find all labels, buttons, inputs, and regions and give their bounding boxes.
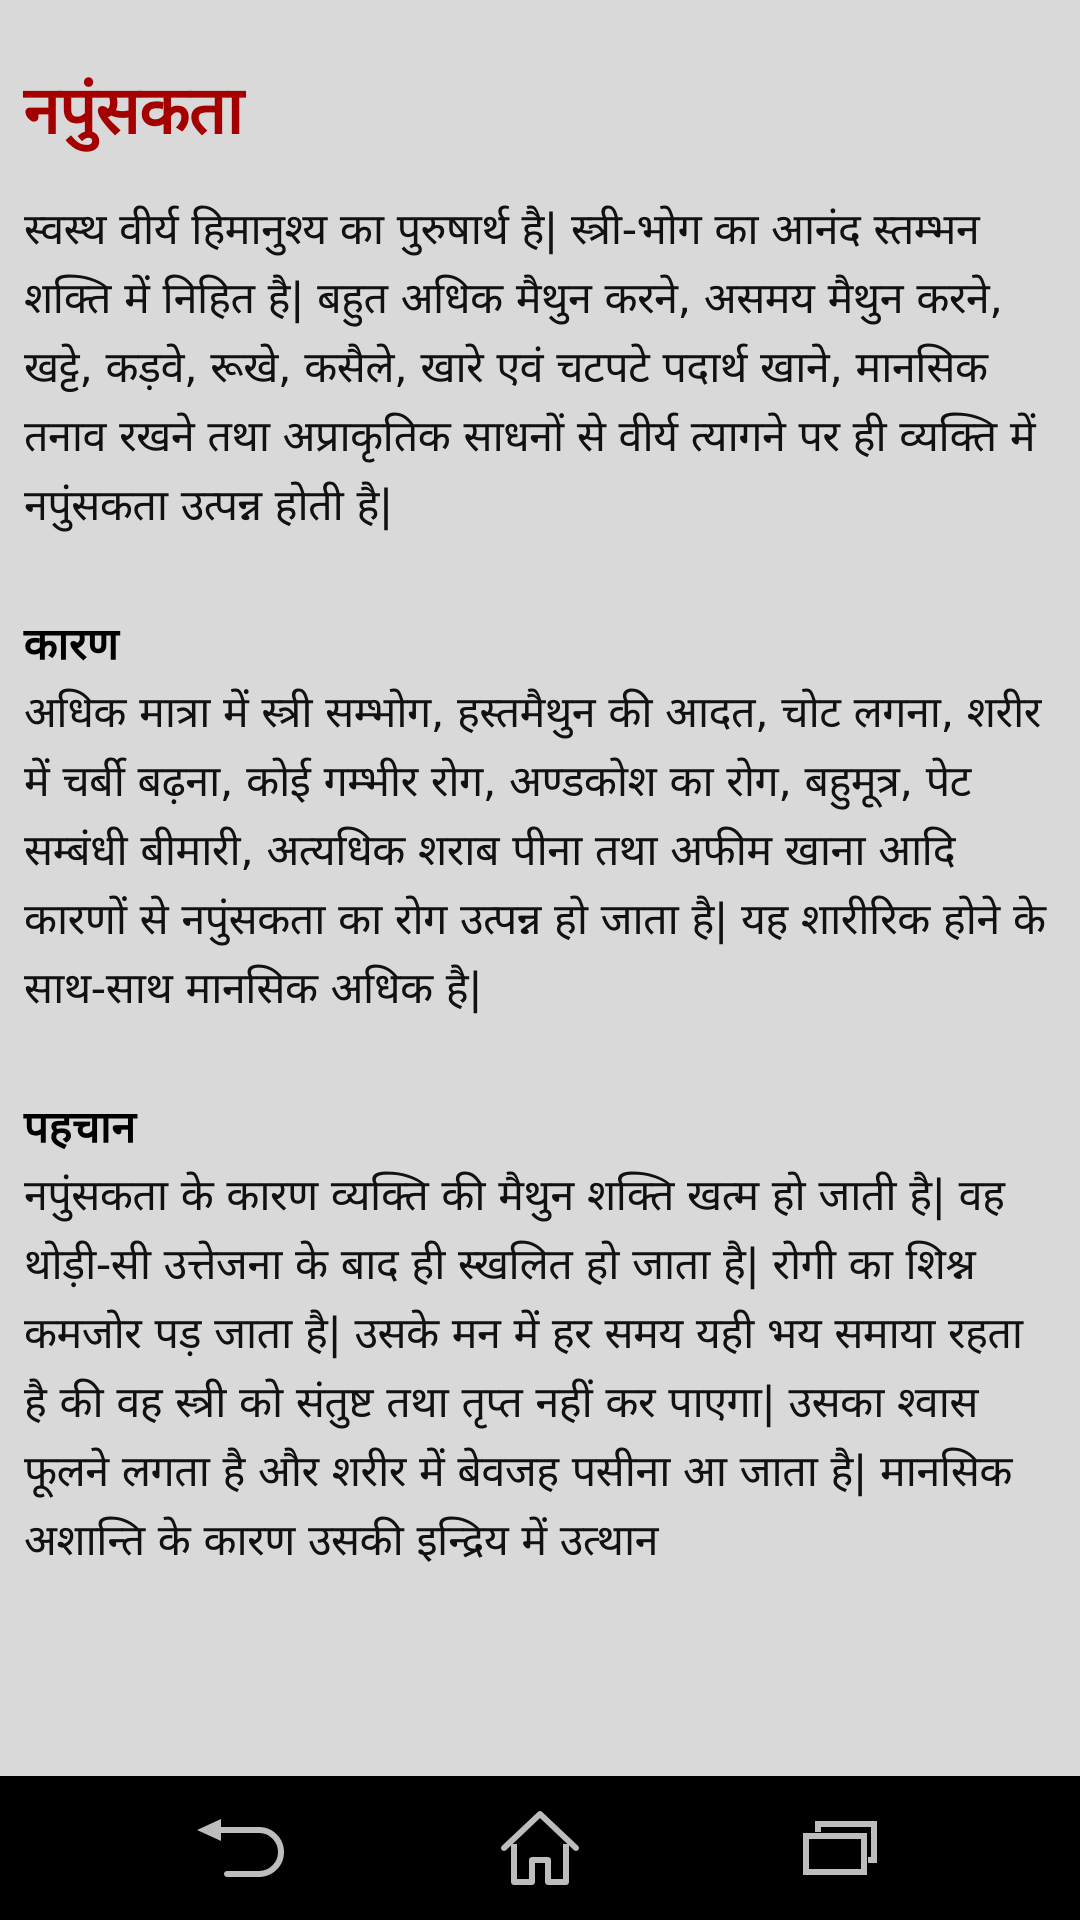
back-icon bbox=[187, 1816, 297, 1880]
home-button[interactable] bbox=[470, 1798, 610, 1898]
recents-button[interactable] bbox=[770, 1798, 910, 1898]
home-icon bbox=[498, 1810, 582, 1886]
page-title: नपुंसकता bbox=[24, 72, 244, 149]
recents-icon bbox=[802, 1820, 878, 1876]
section-heading-symptoms: पहचान bbox=[24, 1102, 137, 1153]
section-heading-causes: कारण bbox=[24, 619, 119, 670]
intro-paragraph: स्वस्थ वीर्य हिमानुश्य का पुरुषार्थ है| स्त्री-भोग का आनंद स्तम्भन शक्ति में निहित है| बहुत अधिक मैथुन करने, असमय मैथुन करने, खट्टे, कड़वे, रूखे, कसैले, खारे एवं चटपटे पदार्थ खाने, मानसिक तनाव रखने तथा अप्राकृतिक साधनों से वीर्य त्यागने पर ही व्यक्ति में नपुंसकता उत्पन्न होती है| bbox=[24, 205, 1036, 531]
system-navigation-bar bbox=[0, 1776, 1080, 1920]
section-text-causes: अधिक मात्रा में स्त्री सम्भोग, हस्तमैथुन की आदत, चोट लगना, शरीर में चर्बी बढ़ना, कोई गम्भीर रोग, अण्डकोश का रोग, बहुमूत्र, पेट सम्बंधी बीमारी, अत्यधिक शराब पीना तथा अफीम खाना आदि कारणों से नपुंसकता का रोग उत्पन्न हो जाता है| यह शारीरिक होने के साथ-साथ मानसिक अधिक है| bbox=[24, 688, 1046, 1014]
section-text-symptoms: नपुंसकता के कारण व्यक्ति की मैथुन शक्ति खत्म हो जाती है| वह थोड़ी-सी उत्तेजना के बाद ही स्खलित हो जाता है| रोगी का शिश्न कमजोर पड़ जाता है| उसके मन में हर समय यही भय समाया रहता है की वह स्त्री को संतुष्ट तथा तृप्त नहीं कर पाएगा| उसका श्वास फूलने लगता है और शरीर में बेवजह पसीना आ जाता है| मानसिक अशान्ति के कारण उसकी इन्द्रिय में उत्थान bbox=[24, 1171, 1023, 1566]
back-button[interactable] bbox=[172, 1798, 312, 1898]
